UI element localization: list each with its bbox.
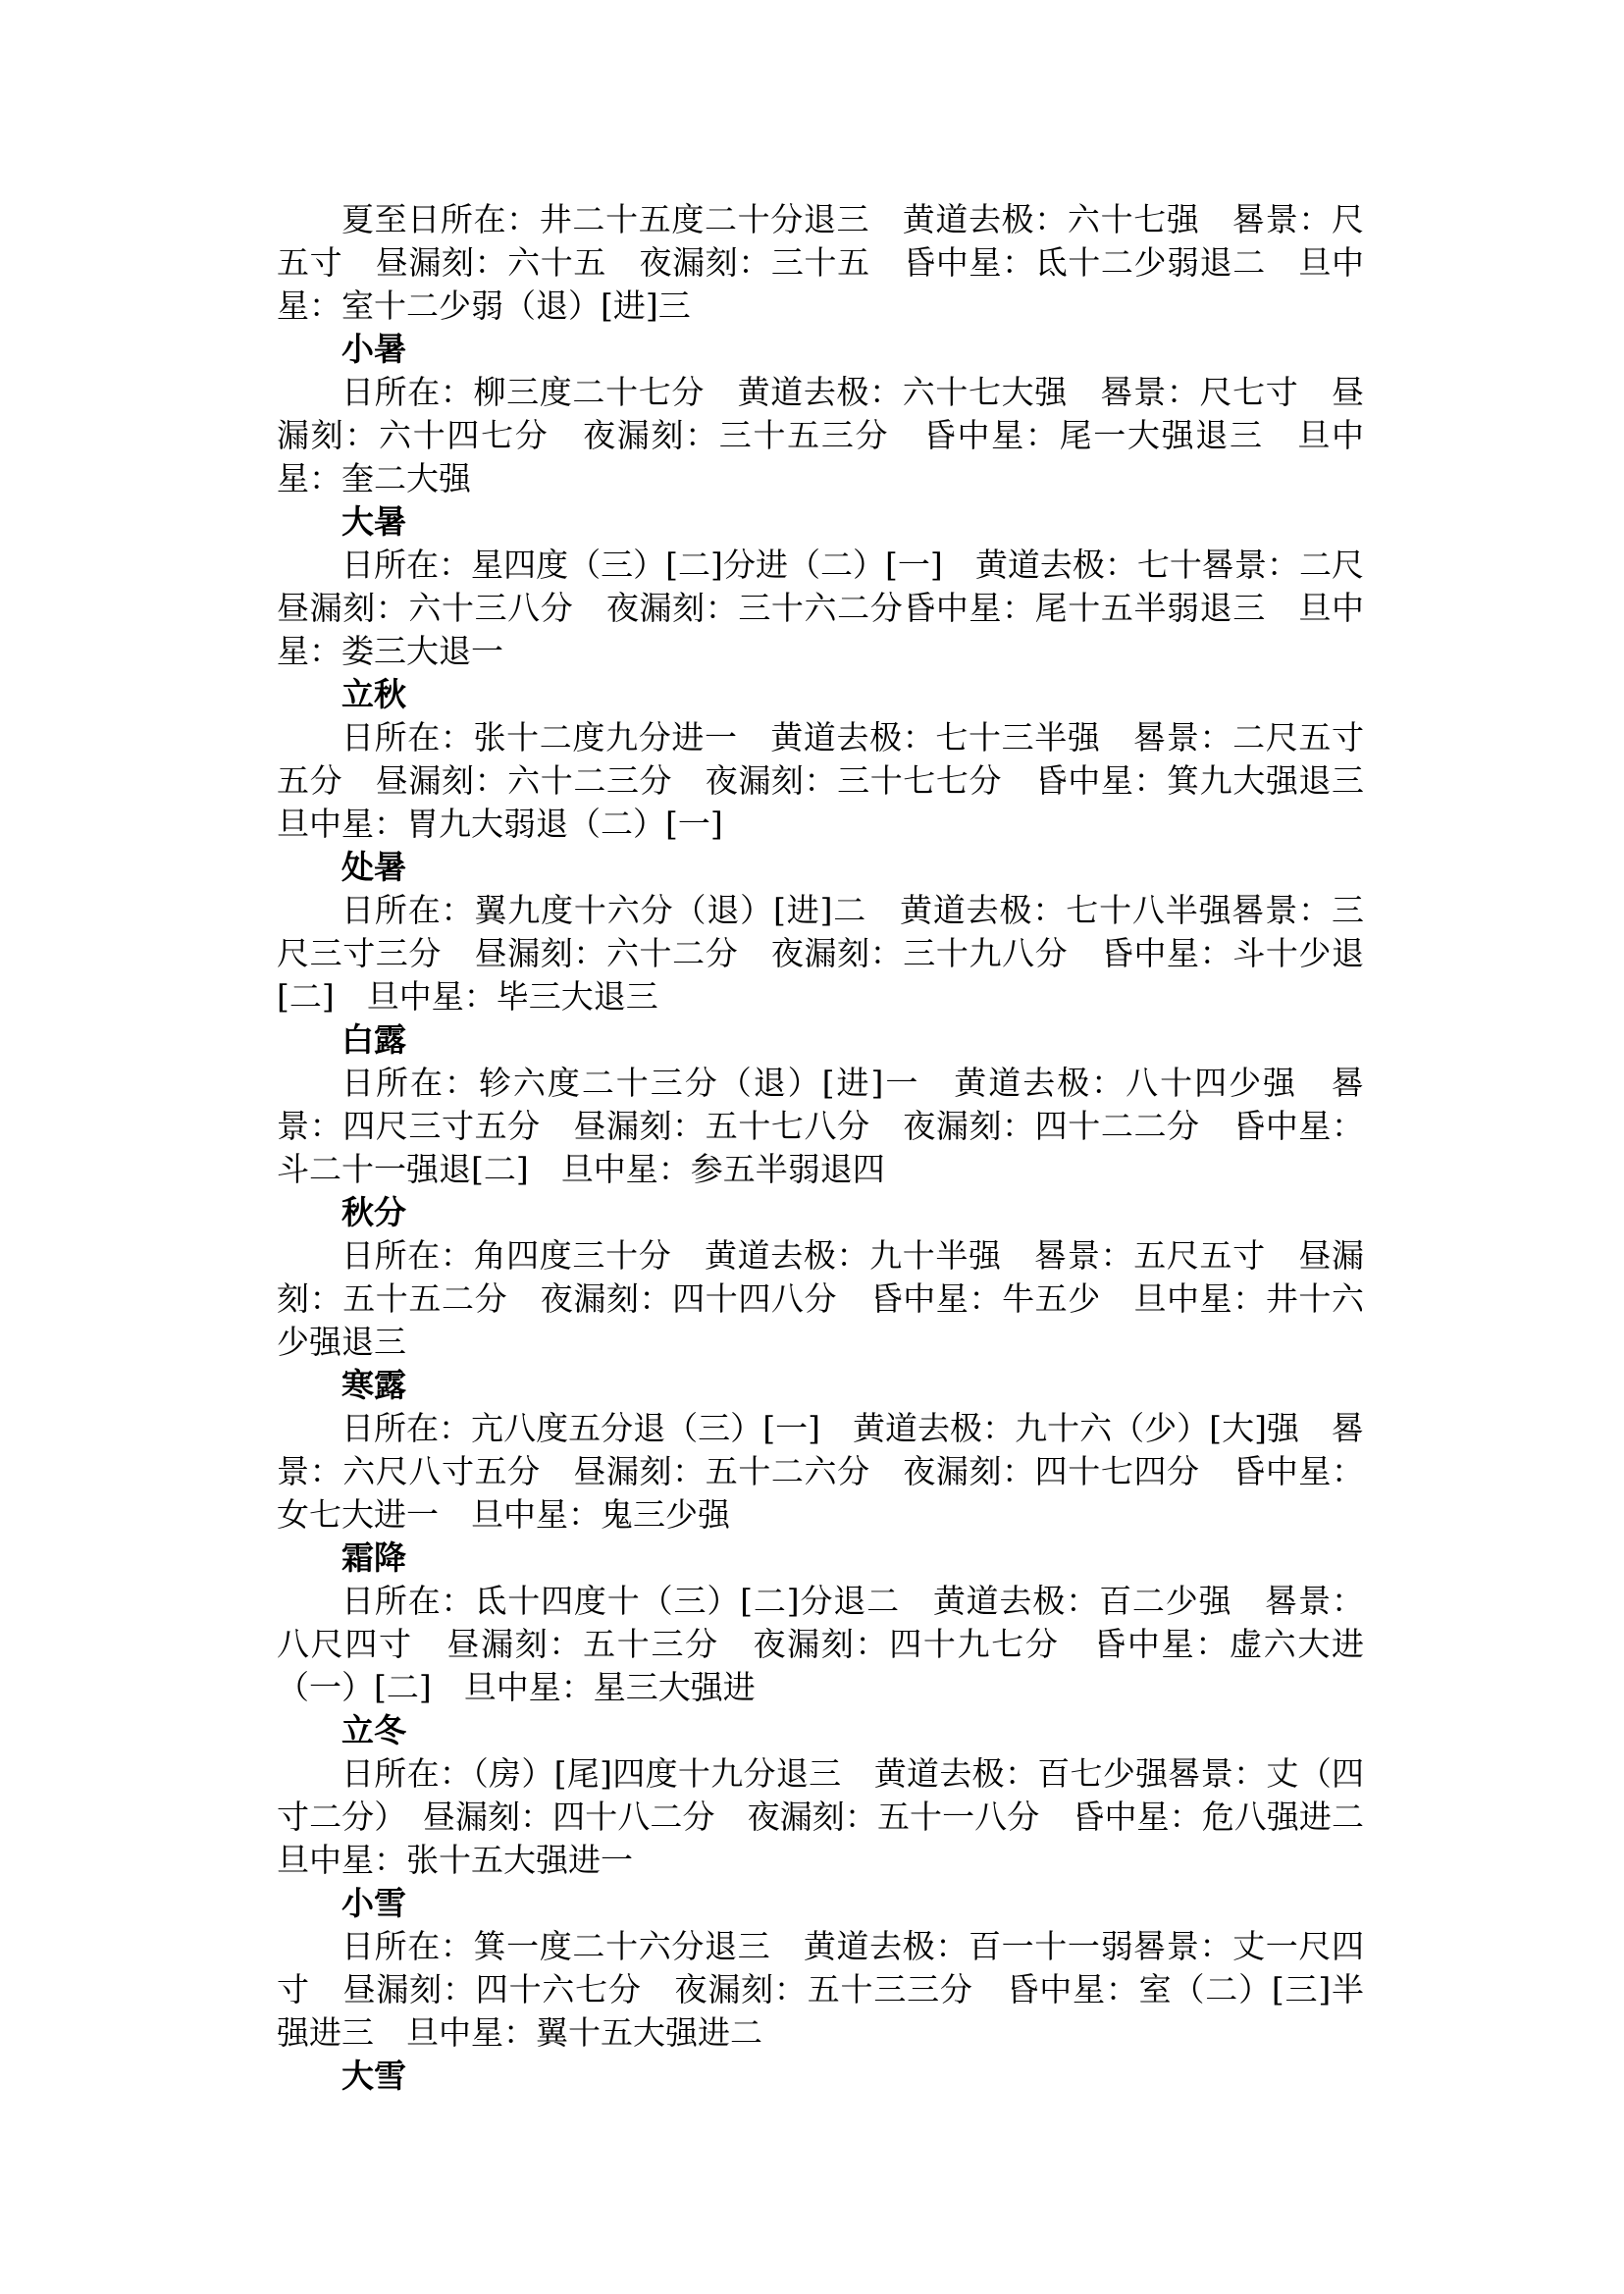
section-heading-chushu: 处暑: [341, 848, 406, 886]
document-body: [277, 198, 1396, 2098]
section-paragraph-qiufen: 日所在：角四度三十分 黄道去极：九十半强 晷景：五尺五寸 昼漏刻：五十五二分 夜漏刻：四十四八分 昏中星：牛五少 旦中星：井十六少强退三: [277, 1236, 1364, 1361]
section-heading-shuangjiang: 霜降: [341, 1538, 406, 1577]
section-paragraph-chushu: 日所在：翼九度十六分（退）[进]二 黄道去极：七十八半强晷景：三尺三寸三分 昼漏刻：六十二分 夜漏刻：三十九八分 昏中星：斗十少退[二] 旦中星：毕三大退三: [277, 891, 1364, 1016]
section-paragraph-lidong: 日所在：（房）[尾]四度十九分退三 黄道去极：百七少强晷景：丈（四寸二分） 昼漏刻：四十八二分 夜漏刻：五十一八分 昏中星：危八强进二 旦中星：张十五大强进一: [277, 1754, 1396, 1879]
section-heading-qiufen: 秋分: [341, 1193, 406, 1231]
section-paragraph-xiaoshu: 日所在：柳三度二十七分 黄道去极：六十七大强 晷景：尺七寸 昼漏刻：六十四七分 夜漏刻：三十五三分 昏中星：尾一大强退三 旦中星：奎二大强: [277, 373, 1364, 497]
section-heading-bailu: 白露: [341, 1020, 406, 1059]
section-heading-hanlu: 寒露: [341, 1366, 406, 1404]
section-heading-daxue: 大雪: [341, 2057, 406, 2095]
section-paragraph-hanlu: 日所在：亢八度五分退（三）[一] 黄道去极：九十六（少）[大]强 晷景：六尺八寸五分 昼漏刻：五十二六分 夜漏刻：四十七四分 昏中星：女七大进一 旦中星：鬼三少强: [277, 1409, 1364, 1534]
intro-paragraph: 夏至日所在：井二十五度二十分退三 黄道去极：六十七强 晷景：尺五寸 昼漏刻：六十五 夜漏刻：三十五 昏中星：氐十二少弱退二 旦中星：室十二少弱（退）[进]三: [277, 200, 1364, 325]
section-heading-xiaoxue: 小雪: [341, 1884, 406, 1922]
section-heading-xiaoshu: 小暑: [341, 330, 406, 368]
section-paragraph-dashu: 日所在：星四度（三）[二]分进（二）[一] 黄道去极：七十晷景：二尺 昼漏刻：六十三八分 夜漏刻：三十六二分昏中星：尾十五半弱退三 旦中星：娄三大退一: [277, 546, 1396, 670]
section-heading-liqiu: 立秋: [341, 675, 406, 713]
section-paragraph-bailu: 日所在：轸六度二十三分（退）[进]一 黄道去极：八十四少强 晷景：四尺三寸五分 昼漏刻：五十七八分 夜漏刻：四十二二分 昏中星：斗二十一强退[二] 旦中星：参五半弱退四: [277, 1064, 1364, 1188]
section-heading-lidong: 立冬: [341, 1711, 406, 1749]
section-paragraph-shuangjiang: 日所在：氐十四度十（三）[二]分退二 黄道去极：百二少强 晷景：八尺四寸 昼漏刻：五十三分 夜漏刻：四十九七分 昏中星：虚六大进（一）[二] 旦中星：星三大强进: [277, 1582, 1364, 1706]
section-paragraph-xiaoxue: 日所在：箕一度二十六分退三 黄道去极：百一十一弱晷景：丈一尺四寸 昼漏刻：四十六七分 夜漏刻：五十三三分 昏中星：室（二）[三]半强进三 旦中星：翼十五大强进二: [277, 1927, 1364, 2052]
section-paragraph-liqiu: 日所在：张十二度九分进一 黄道去极：七十三半强 晷景：二尺五寸五分 昼漏刻：六十二三分 夜漏刻：三十七七分 昏中星：箕九大强退三旦中星：胃九大弱退（二）[一]: [277, 718, 1364, 843]
section-heading-dashu: 大暑: [341, 502, 406, 541]
